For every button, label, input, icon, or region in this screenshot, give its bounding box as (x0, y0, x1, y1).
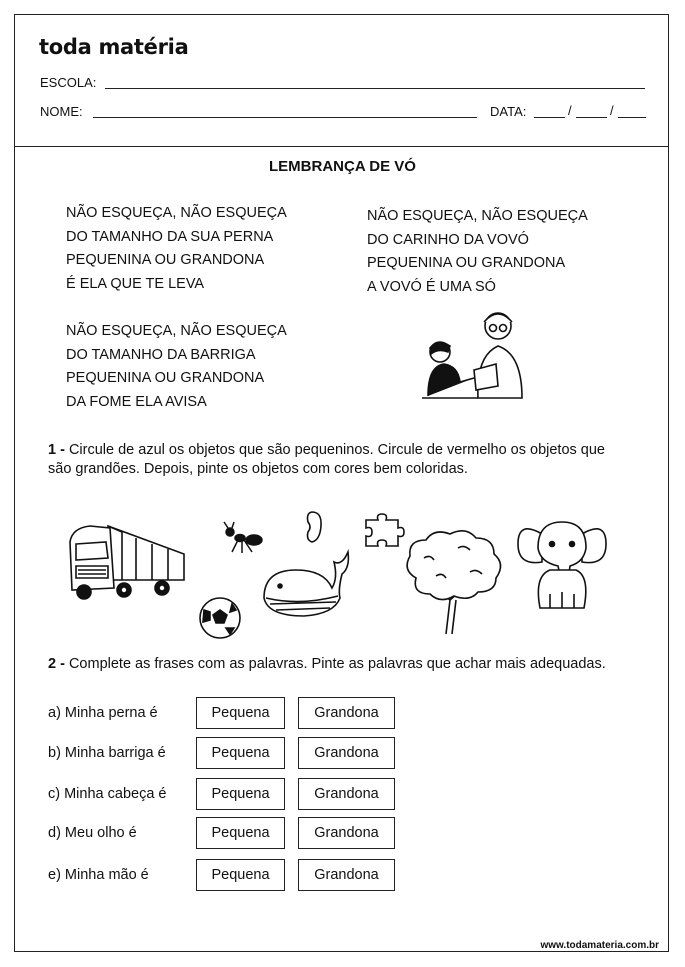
name-label: NOME: (40, 104, 83, 119)
poem-line: PEQUENINA OU GRANDONA (66, 370, 265, 386)
question-2 (48, 655, 608, 674)
elephant-icon[interactable] (514, 514, 610, 614)
question-number: 2 - (48, 656, 65, 672)
date-separator: / (568, 103, 572, 118)
school-label: ESCOLA: (40, 75, 97, 90)
word-box-grandona[interactable]: Grandona (298, 737, 395, 769)
header-divider (15, 146, 668, 147)
soccer-ball-icon[interactable] (198, 596, 242, 640)
word-box-pequena[interactable]: Pequena (196, 697, 285, 729)
poem-stanza-3 (66, 320, 287, 414)
date-separator: / (610, 103, 614, 118)
word-box-pequena[interactable]: Pequena (196, 859, 285, 891)
whale-icon[interactable] (260, 548, 358, 620)
poem-title: LEMBRANÇA DE VÓ (269, 158, 416, 175)
footer-url[interactable]: www.todamateria.com.br (540, 940, 659, 951)
date-month-field[interactable] (576, 117, 607, 118)
question-number: 1 - (48, 442, 65, 458)
poem-line: A VOVÓ É UMA SÓ (367, 278, 496, 295)
poem-stanza-2 (367, 205, 588, 299)
poem-line: DO TAMANHO DA BARRIGA (66, 346, 256, 363)
date-day-field[interactable] (534, 117, 565, 118)
sentence-label: c) Minha cabeça é (48, 786, 167, 802)
tree-icon[interactable] (400, 528, 506, 636)
poem-line: DO TAMANHO DA SUA PERNA (66, 228, 274, 245)
word-box-grandona[interactable]: Grandona (298, 778, 395, 810)
bean-icon[interactable] (302, 510, 324, 544)
word-box-grandona[interactable]: Grandona (298, 817, 395, 849)
question-text: Circule de azul os objetos que são pequeninos. Circule de vermelho os objetos que são grandões. Depois, pinte os objetos com cores bem coloridas. (48, 442, 605, 477)
poem-line: PEQUENINA OU GRANDONA (367, 255, 566, 271)
school-field[interactable] (105, 88, 645, 89)
question-1 (48, 441, 608, 479)
truck-icon[interactable] (64, 518, 188, 602)
grandma-reading-icon (418, 308, 528, 400)
date-label: DATA: (490, 104, 527, 119)
word-box-pequena[interactable]: Pequena (196, 817, 285, 849)
ant-icon[interactable] (222, 520, 264, 556)
poem-line: NÃO ESQUEÇA, NÃO ESQUEÇA (66, 205, 287, 221)
question-text: Complete as frases com as palavras. Pinte as palavras que achar mais adequadas. (68, 656, 606, 672)
word-box-pequena[interactable]: Pequena (196, 778, 285, 810)
poem-line: NÃO ESQUEÇA, NÃO ESQUEÇA (367, 208, 588, 224)
word-box-grandona[interactable]: Grandona (298, 697, 395, 729)
sentence-label: e) Minha mão é (48, 867, 149, 883)
poem-line: NÃO ESQUEÇA, NÃO ESQUEÇA (66, 323, 287, 339)
worksheet (14, 14, 669, 952)
poem-line: DO CARINHO DA VOVÓ (367, 231, 529, 248)
word-box-pequena[interactable]: Pequena (196, 737, 285, 769)
name-field[interactable] (93, 117, 477, 118)
sentence-label: a) Minha perna é (48, 705, 158, 721)
sentence-label: d) Meu olho é (48, 825, 137, 841)
date-year-field[interactable] (618, 117, 646, 118)
poem-line: PEQUENINA OU GRANDONA (66, 252, 265, 268)
poem-line: DA FOME ELA AVISA (66, 393, 207, 410)
sentence-label: b) Minha barriga é (48, 745, 166, 761)
logo: toda matéria (39, 35, 189, 59)
poem-line: É ELA QUE TE LEVA (66, 275, 205, 292)
word-box-grandona[interactable]: Grandona (298, 859, 395, 891)
poem-stanza-1 (66, 202, 287, 296)
